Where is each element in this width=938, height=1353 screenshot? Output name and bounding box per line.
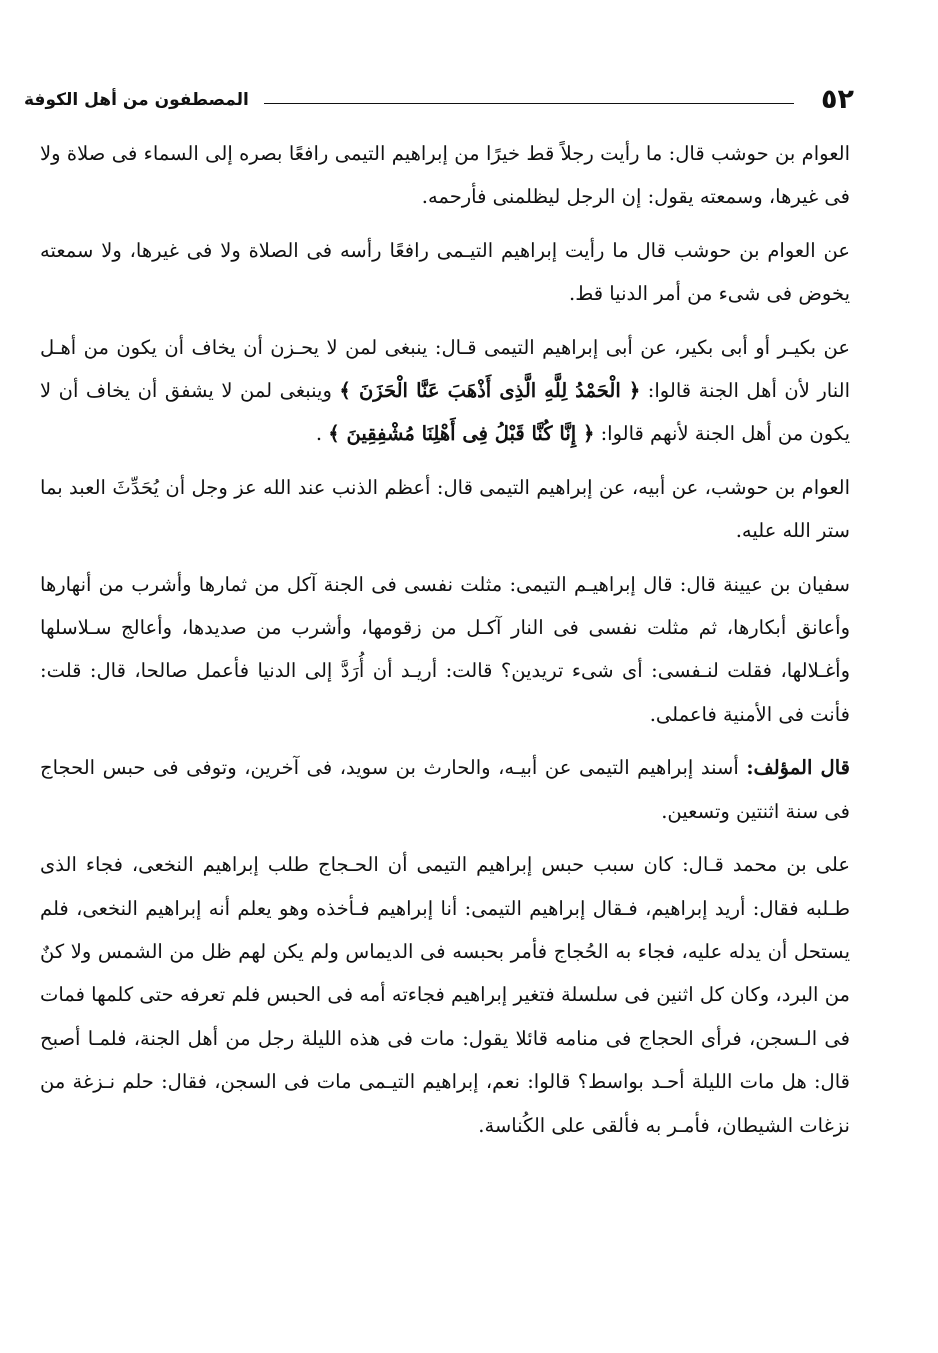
paragraph-text: عن العوام بن حوشب قال ما رأيت إبراهيم التيـمى رافعًا رأسه فى الصلاة ولا فى غيرها، ولا سمعته يخوض فى شىء من أمر الدنيا قط. — [40, 238, 850, 306]
paragraph-6 — [40, 746, 850, 833]
page-number: ٥٢ — [821, 84, 854, 115]
page-body — [40, 132, 850, 1157]
page-header — [24, 84, 854, 124]
paragraph-1 — [40, 132, 850, 219]
paragraph-7 — [40, 843, 850, 1147]
paragraph-text: سفيان بن عيينة قال: قال إبراهيـم التيمى: مثلت نفسى فى الجنة آكل من ثمارها وأشرب من أنهارها وأعانق أبكارها، ثم مثلت نفسى فى النار آكـل من زقومها، وأشرب من صديدها، وأعالج سـلاسلها وأغـلالها، فقلت لنـفسى: أى شىء تريدين؟ قالت: أريـد أن أُرَدَّ إلى الدنيا فأعمل صالحا، قال: قلت: فأنت فى الأمنية فاعملى. — [40, 572, 850, 726]
paragraph-5 — [40, 563, 850, 737]
header-rule — [264, 103, 794, 104]
paragraph-text: العوام بن حوشب قال: ما رأيت رجلاً قط خيرًا من إبراهيم التيمى رافعًا بصره إلى السماء فى صلاة ولا فى غيرها، وسمعته يقول: إن الرجل ليظلمنى فأرحمه. — [40, 142, 850, 209]
quran-verse-1: ﴿ الْحَمْدُ لِلَّهِ الَّذِى أَذْهَبَ عَنَّا الْحَزَنَ ﴾ — [339, 379, 641, 403]
quran-verse-2: ﴿ إِنَّا كُنَّا قَبْلُ فِى أَهْلِنَا مُشْفِقِينَ ﴾ — [328, 422, 595, 446]
running-title: المصطفون من أهل الكوفة — [24, 90, 249, 110]
paragraph-text: على بن محمد قـال: كان سبب حبس إبراهيم التيمى أن الحـجاج طلب إبراهيم النخعى، فجاء الذى طـلبه فقال: أريد إبراهيم، فـقال إبراهيم التيمى: أنا إبراهيم فـأخذه وهو يعلم أنه إبراهيم النخعى، فلم يستحل أن يدله عليه، فجاء به الحُجاج فأمر بحبسه فى الديماس ولم يكن لهم ظل من الشمس ولا كنٌ من البرد، وكان كل اثنين فى سلسلة فتغير إبراهيم فجاءته أمه فى الحبس فلم تعرفه حتى كلمها فمات فى الـسجن، فرأى الحجاج فى منامه قائلا يقول: مات فى هذه الليلة رجل من أهل الجنة، فلمـا أصبح قال: هل مات الليلة أحـد بواسط؟ قالوا: نعم، إبراهيم التيـمى مات فى السجن، فقال: حلم نـزغة من نزغات الشيطان، فأمـر به فألقى على الكُناسة. — [40, 853, 850, 1137]
paragraph-2 — [40, 229, 850, 316]
paragraph-text: العوام بن حوشب، عن أبيه، عن إبراهيم التيمى قال: أعظم الذنب عند الله عز وجل أن يُحَدِّثَ العبد بما ستر الله عليه. — [40, 475, 850, 543]
paragraph-text: أسند إبراهيم التيمى عن أبيـه، والحارث بن سويد، فى آخرين، وتوفى فى حبس الحجاج فى سنة اثنتين وتسعين. — [40, 756, 850, 823]
paragraph-3 — [40, 326, 850, 456]
paragraph-4 — [40, 466, 850, 553]
paragraph-text: وينبغى لمن لا يشفق أن يخاف أن لا يكون من أهل الجنة لأنهم قالوا: — [40, 379, 850, 446]
author-note-label: قال المؤلف: — [746, 756, 850, 780]
paragraph-text: عن بكيـر أو أبى بكير، عن أبى إبراهيم التيمى قـال: ينبغى لمن لا يحـزن أن يخاف أن يكون من أهـل النار لأن أهل الجنة قالوا: — [40, 335, 850, 403]
paragraph-text: . — [315, 422, 329, 446]
